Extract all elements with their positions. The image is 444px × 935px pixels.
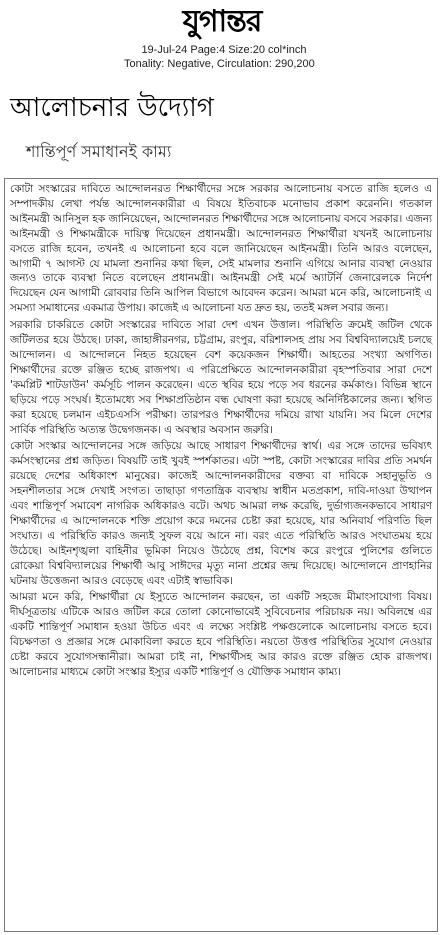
date-page-size: 19-Jul-24 Page:4 Size:20 col*inch xyxy=(141,44,307,56)
paragraph-3: কোটা সংস্কার আন্দোলনের সঙ্গে জড়িয়ে আছে সাধারণ শিক্ষার্থীদের স্বার্থ। এর সঙ্গে তাদের ভবিষ্যৎ কর্মসংস্থানের প্রশ্ন জড়িত। বিষয়টি তাই খুবই স্পর্শকাতর। এটা স্পষ্ট, কোটা সংস্কারের দাবির প্রতি সমর্থন রয়েছে দেশের অধিকাংশ মানুষের। কাজেই আন্দোলনকারীদের বক্তব্য বা দাবিকে সহানুভূতি ও সহনশীলতার সঙ্গে দেখাই সংগত। তাছাড়া গণতান্ত্রিক ব্যবস্থায় স্বাধীন মতপ্রকাশ, দাবি-দাওয়া উত্থাপন এবং শান্তিপূর্ণ সমাবেশ নাগরিক অধিকারও বটে। অথচ আমরা লক্ষ করেছি, দুর্ভাগ্যজনকভাবে সাধারণ শিক্ষার্থীদের এ আন্দোলনকে শক্তি প্রয়োগ করে দমনের চেষ্টা করা হয়েছে, যার অনিবার্য পরিণতি ছিল সংঘাত। এ পরিস্থিতি কারও জন্যই সুফল বয়ে আনে না। বরং এতে পরিস্থিতি আরও সংঘাতময় হয়ে উঠেছে। আইনশৃঙ্খলা বাহিনীর ভূমিকা নিয়েও উঠেছে প্রশ্ন, বিশেষ করে রংপুরে পুলিশের গুলিতে রোকেয়া বিশ্ববিদ্যালয়ের শিক্ষার্থী আবু সাঈদের মৃত্যু নানা প্রশ্নের জন্ম দিয়েছে। আন্দোলনে প্রাণহানির ঘটনায় উত্তেজনা আরও বেড়েছে এবং এটাই স্বাভাবিক। xyxy=(10,440,432,587)
paragraph-4: আমরা মনে করি, শিক্ষার্থীরা যে ইস্যুতে আন্দোলন করছেন, তা একটি সহজে মীমাংসাযোগ্য বিষয়। দীর্ঘসূত্রতায় এটিকে আরও জটিল করে তোলা কোনোভাবেই সুবিবেচনার পরিচায়ক নয়। অবিলম্বে এর একটি শান্তিপূর্ণ সমাধান হওয়া উচিত এবং এ লক্ষ্যে সংশ্লিষ্ট পক্ষগুলোকে আলোচনায় বসতে হবে। বিচক্ষণতা ও প্রজ্ঞার সঙ্গে মোকাবিলা করতে হবে পরিস্থিতি। নয়তো উত্তপ্ত পরিস্থিতির সুযোগ নেওয়ার চেষ্টা করবে সুযোগসন্ধানীরা। আমরা চাই না, শিক্ষার্থীসহ আর কারও রক্তে রঞ্জিত হোক রাজপথ। আলোচনার মাধ্যমে কোটা সংস্কার ইস্যুর একটি শান্তিপূর্ণ ও যৌক্তিক সমাধান কাম্য। xyxy=(10,591,432,678)
clipping-metadata xyxy=(124,44,324,71)
masthead xyxy=(0,0,444,42)
article-body xyxy=(4,178,438,932)
newspaper-logo: যুগান্তর xyxy=(182,4,262,39)
tonality-circulation: Tonality: Negative, Circulation: 290,200 xyxy=(124,58,315,70)
article-subhead: শান্তিপূর্ণ সমাধানই কাম্য xyxy=(26,142,172,161)
paragraph-2: সরকারি চাকরিতে কোটা সংস্কারের দাবিতে সারা দেশ এখন উত্তাল। পরিস্থিতি ক্রমেই জটিল থেকে জটিলতর হয়ে উঠছে। ঢাকা, জাহাঙ্গীরনগর, চট্টগ্রাম, রংপুর, বরিশালসহ প্রায় সব বিশ্ববিদ্যালয়েই চলছে আন্দোলন। এ আন্দোলনে নিহত হয়েছেন বেশ কয়েকজন শিক্ষার্থী। আহতের সংখ্যা অগণিত। শিক্ষার্থীদের রক্তে রঞ্জিত হচ্ছে রাজপথ। এ পরিপ্রেক্ষিতে আন্দোলনকারীরা বৃহস্পতিবার সারা দেশে 'কমপ্লিট শাটডাউন' কর্মসূচি পালন করেছেন। এতে স্থবির হয়ে পড়ে সব ধরনের কর্মকাণ্ড। বিভিন্ন স্থানে ছড়িয়ে পড়ে সংঘর্ষ। ইতোমধ্যে সব শিক্ষাপ্রতিষ্ঠান বন্ধ ঘোষণা করা হয়েছে অনির্দিষ্টকালের জন্য। স্থগিত করা হয়েছে চলমান এইচএসসি পরীক্ষা। তারপরও শিক্ষার্থীদের দমিয়ে রাখা যায়নি। সব মিলে দেশের সার্বিক পরিস্থিতি অত্যন্ত উদ্বেগজনক। এ অবস্থার অবসান জরুরি। xyxy=(10,319,432,436)
paragraph-1: কোটা সংস্কারের দাবিতে আন্দোলনরত শিক্ষার্থীদের সঙ্গে সরকার আলোচনায় বসতে রাজি হলেও এ সম্পাদকীয় লেখা পর্যন্ত আন্দোলনকারীরা এ বিষয়ে ইতিবাচক মনোভাব প্রকাশ করেননি। গতকাল আইনমন্ত্রী আনিসুল হক জানিয়েছেন, আন্দোলনরত শিক্ষার্থীদের সঙ্গে আলোচনায় বসবে সরকার। এজন্য আইনমন্ত্রী ও শিক্ষামন্ত্রীকে দায়িত্ব দিয়েছেন প্রধানমন্ত্রী। আন্দোলনরত শিক্ষার্থীরা যখনই আলোচনায় বসতে রাজি হবেন, তখনই এ আলোচনা হবে বলে জানিয়েছেন আইনমন্ত্রী। তিনি আরও বলেছেন, আগামী ৭ আগস্ট যে মামলা শুনানির কথা ছিল, সেই মামলার শুনানি এগিয়ে আনার ব্যবস্থা নেওয়ার জন্যও তাকে ব্যবস্থা নিতে বলেছেন প্রধানমন্ত্রী। আইনমন্ত্রী সেই মর্মে অ্যাটর্নি জেনারেলকে নির্দেশ দিয়েছেন যেন আগামী রোববার তিনি আপিল বিভাগে আবেদন করেন। আমরা মনে করি, আলোচনাই এ সমস্যা সমাধানের একমাত্র উপায়। কাজেই এ আলোচনা যত দ্রুত হয়, ততই মঙ্গল সবার জন্য। xyxy=(10,183,432,315)
article-headline: আলোচনার উদ্যোগ xyxy=(10,93,214,123)
